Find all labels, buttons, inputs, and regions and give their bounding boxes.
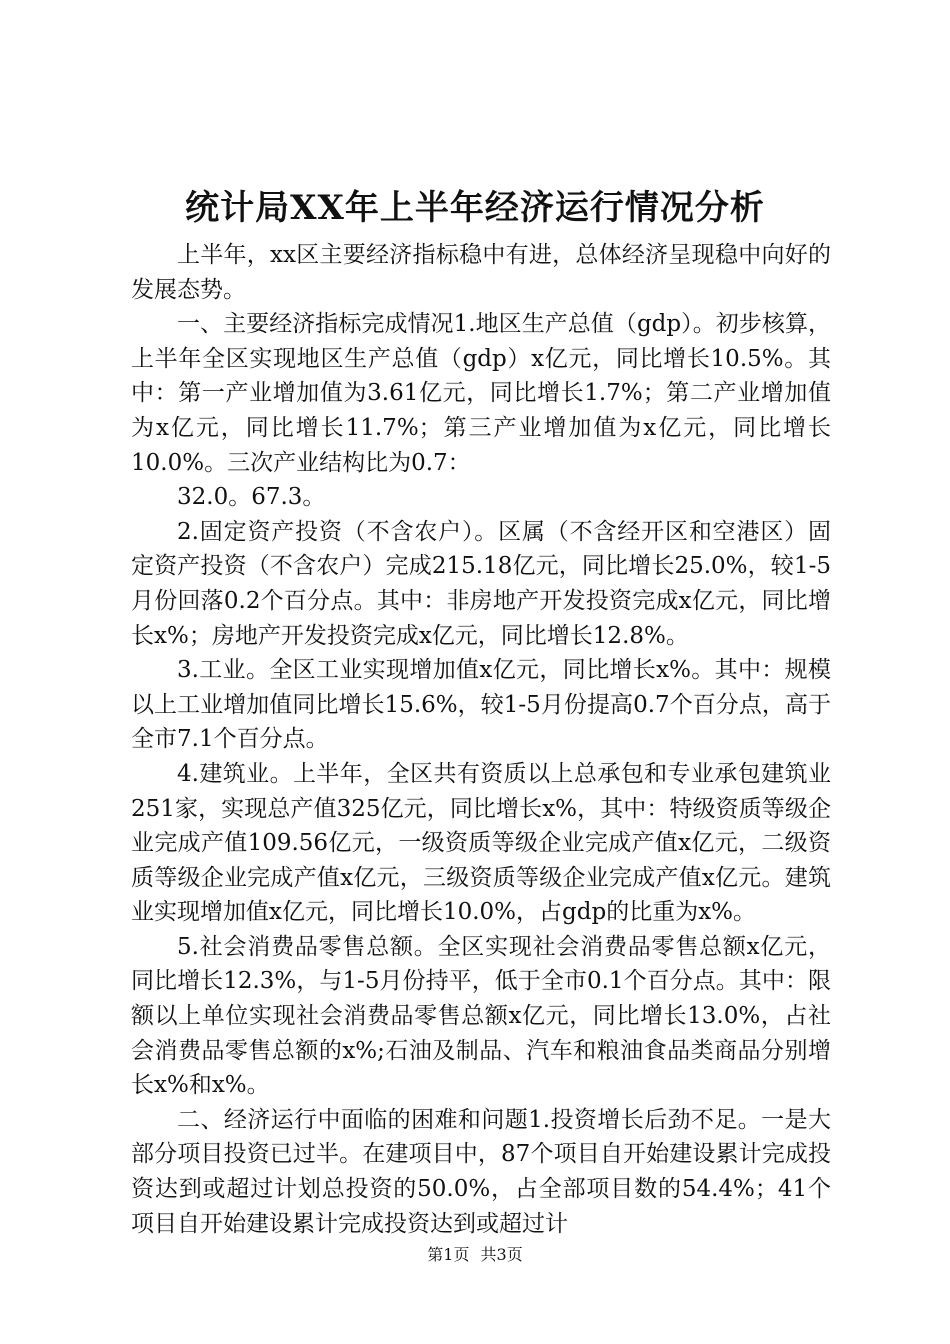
paragraph-structure-ratio: 32.0。67.3。 xyxy=(177,484,326,511)
document-title: 统计局XX年上半年经济运行情况分析 xyxy=(185,188,765,228)
paragraph-construction: 4.建筑业。上半年，全区共有资质以上总承包和专业承包建筑业251家，实现总产值325亿元，同比增长x%，其中：特级资质等级企业完成产值109.56亿元，一级资质等级企业完成产值x亿元，二级资质等级企业完成产值x亿元，三级资质等级企业完成产值x亿元。建筑业实现增加值x亿元，同比增长10.0%，占gdp的比重为x%。 xyxy=(131,760,831,926)
paragraph-retail-sales: 5.社会消费品零售总额。全区实现社会消费品零售总额x亿元，同比增长12.3%，与1-5月份持平，低于全市0.1个百分点。其中：限额以上单位实现社会消费品零售总额x亿元，同比增长13.0%，占社会消费品零售总额的x%;石油及制品、汽车和粮油食品类商品分别增长x%和x%。 xyxy=(131,933,831,1099)
paragraph-problems: 二、经济运行中面临的困难和问题1.投资增长后劲不足。一是大部分项目投资已过半。在建项目中，87个项目自开始建设累计完成投资达到或超过计划总投资的50.0%，占全部项目数的54.4%；41个项目自开始建设累计完成投资达到或超过计 xyxy=(131,1106,831,1237)
paragraph-gdp: 一、主要经济指标完成情况1.地区生产总值（gdp）。初步核算，上半年全区实现地区生产总值（gdp）x亿元，同比增长10.5%。其中：第一产业增加值为3.61亿元，同比增长1.7%；第二产业增加值为x亿元，同比增长11.7%；第三产业增加值为x亿元，同比增长10.0%。三次产业结构比为0.7： xyxy=(131,311,831,476)
page-number: 第1页 xyxy=(427,1245,470,1264)
document-body xyxy=(131,238,831,1241)
page-footer xyxy=(0,1245,950,1265)
paragraph-industry: 3.工业。全区工业实现增加值x亿元，同比增长x%。其中：规模以上工业增加值同比增长15.6%，较1-5月份提高0.7个百分点，高于全市7.1个百分点。 xyxy=(131,657,831,753)
page-total: 共3页 xyxy=(480,1245,523,1264)
paragraph-intro: 上半年，xx区主要经济指标稳中有进，总体经济呈现稳中向好的发展态势。 xyxy=(131,242,831,303)
paragraph-fixed-asset-investment: 2.固定资产投资（不含农户）。区属（不含经开区和空港区）固定资产投资（不含农户）完成215.18亿元，同比增长25.0%，较1-5月份回落0.2个百分点。其中：非房地产开发投资完成x亿元，同比增长x%；房地产开发投资完成x亿元，同比增长12.8%。 xyxy=(131,518,831,649)
